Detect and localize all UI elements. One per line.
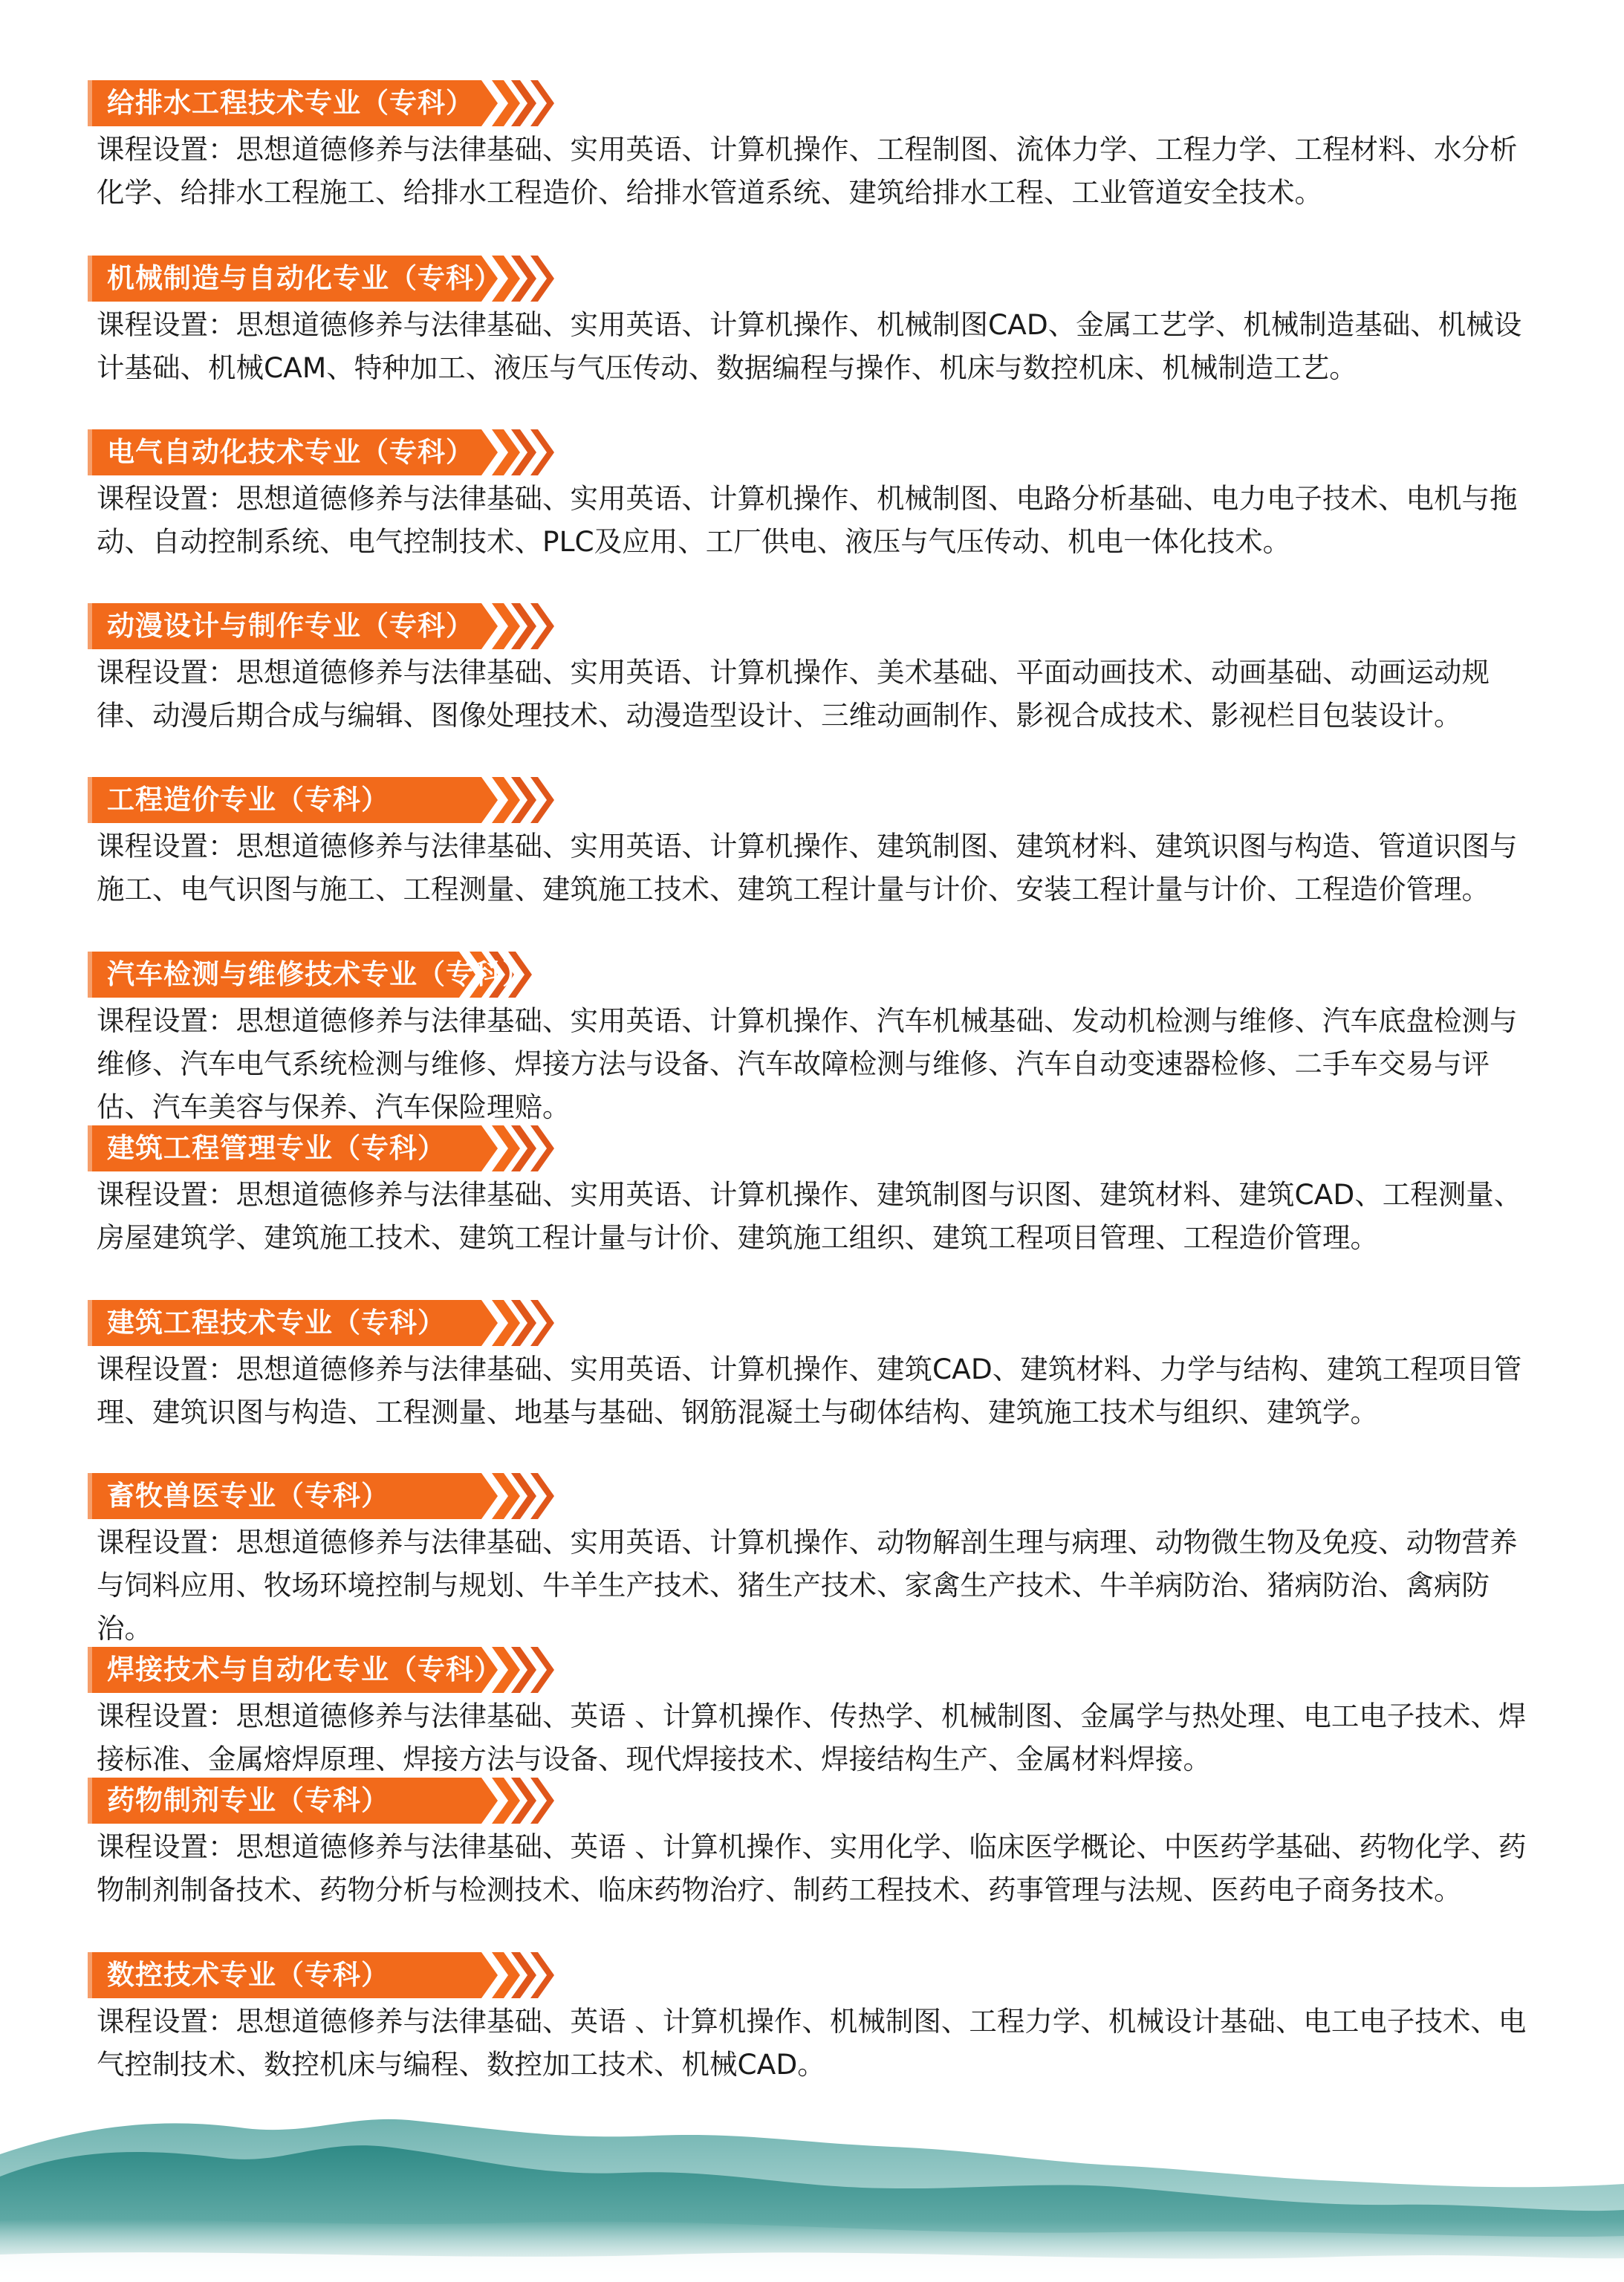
major-title: 建筑工程管理专业（专科） (107, 1132, 446, 1164)
major-title-banner (88, 1647, 563, 1693)
course-description: 课程设置：思想道德修养与法律基础、英语 、计算机操作、实用化学、临床医学概论、中医药学基础、药物化学、药物制剂制备技术、药物分析与检测技术、临床药物治疗、制药工程技术、药事管理与法规、医药电子商务技术。 (97, 1830, 1527, 1906)
major-title: 电气自动化技术专业（专科） (107, 436, 474, 468)
course-description: 课程设置：思想道德修养与法律基础、实用英语、计算机操作、建筑CAD、建筑材料、力学与结构、建筑工程项目管理、建筑识图与构造、工程测量、地基与基础、钢筋混凝土与砌体结构、建筑施工技术与组织、建筑学。 (97, 1353, 1522, 1428)
major-title: 机械制造与自动化专业（专科） (107, 262, 502, 294)
course-description: 课程设置：思想道德修养与法律基础、实用英语、计算机操作、建筑制图与识图、建筑材料、建筑CAD、工程测量、房屋建筑学、建筑施工技术、建筑工程计量与计价、建筑施工组织、建筑工程项目管理、工程造价管理。 (97, 1178, 1522, 1254)
major-title-banner (88, 1125, 563, 1171)
course-description: 课程设置：思想道德修养与法律基础、实用英语、计算机操作、机械制图CAD、金属工艺学、机械制造基础、机械设计基础、机械CAM、特种加工、液压与气压传动、数据编程与操作、机床与数控机床、机械制造工艺。 (97, 308, 1522, 384)
major-title-banner (88, 1952, 563, 1998)
major-title-banner (88, 1300, 563, 1346)
major-title: 建筑工程技术专业（专科） (107, 1307, 446, 1339)
major-title: 动漫设计与制作专业（专科） (107, 610, 474, 642)
major-title-banner (88, 80, 563, 126)
major-title: 汽车检测与维修技术专业（专科） (107, 958, 530, 990)
major-title-banner (88, 777, 563, 823)
course-description: 课程设置：思想道德修养与法律基础、实用英语、计算机操作、建筑制图、建筑材料、建筑识图与构造、管道识图与施工、电气识图与施工、工程测量、建筑施工技术、建筑工程计量与计价、安装工程计量与计价、工程造价管理。 (97, 830, 1518, 906)
major-title-banner (88, 952, 541, 998)
course-description: 课程设置：思想道德修养与法律基础、实用英语、计算机操作、美术基础、平面动画技术、动画基础、动画运动规律、动漫后期合成与编辑、图像处理技术、动漫造型设计、三维动画制作、影视合成技术、影视栏目包装设计。 (97, 656, 1490, 732)
mountain-landscape-decoration (0, 2095, 1624, 2282)
major-title-banner (88, 603, 563, 649)
course-description: 课程设置：思想道德修养与法律基础、实用英语、计算机操作、机械制图、电路分析基础、电力电子技术、电机与拖动、自动控制系统、电气控制技术、PLC及应用、工厂供电、液压与气压传动、机电一体化技术。 (97, 482, 1518, 558)
course-description: 课程设置：思想道德修养与法律基础、实用英语、计算机操作、汽车机械基础、发动机检测与维修、汽车底盘检测与维修、汽车电气系统检测与维修、焊接方法与设备、汽车故障检测与维修、汽车自动变速器检修、二手车交易与评估、汽车美容与保养、汽车保险理赔。 (97, 1004, 1518, 1123)
major-title: 给排水工程技术专业（专科） (107, 87, 474, 119)
course-description: 课程设置：思想道德修养与法律基础、实用英语、计算机操作、动物解剖生理与病理、动物微生物及免疫、动物营养与饲料应用、牧场环境控制与规划、牛羊生产技术、猪生产技术、家禽生产技术、牛羊病防治、猪病防治、禽病防治。 (97, 1526, 1518, 1645)
major-title: 工程造价专业（专科） (107, 784, 389, 816)
major-title-banner (88, 1778, 563, 1824)
major-title: 焊接技术与自动化专业（专科） (107, 1654, 502, 1686)
course-description: 课程设置：思想道德修养与法律基础、英语 、计算机操作、机械制图、工程力学、机械设计基础、电工电子技术、电气控制技术、数控机床与编程、数控加工技术、机械CAD。 (97, 2005, 1527, 2081)
major-title-banner (88, 429, 563, 475)
course-description: 课程设置：思想道德修养与法律基础、英语 、计算机操作、传热学、机械制图、金属学与热处理、电工电子技术、焊接标准、金属熔焊原理、焊接方法与设备、现代焊接技术、焊接结构生产、金属材料焊接。 (97, 1700, 1527, 1775)
major-title-banner (88, 256, 563, 302)
course-description: 课程设置：思想道德修养与法律基础、实用英语、计算机操作、工程制图、流体力学、工程力学、工程材料、水分析化学、给排水工程施工、给排水工程造价、给排水管道系统、建筑给排水工程、工业管道安全技术。 (97, 133, 1518, 209)
major-title: 畜牧兽医专业（专科） (107, 1480, 389, 1512)
major-title-banner (88, 1473, 563, 1519)
major-title: 药物制剂专业（专科） (107, 1784, 389, 1816)
major-title: 数控技术专业（专科） (107, 1959, 389, 1991)
